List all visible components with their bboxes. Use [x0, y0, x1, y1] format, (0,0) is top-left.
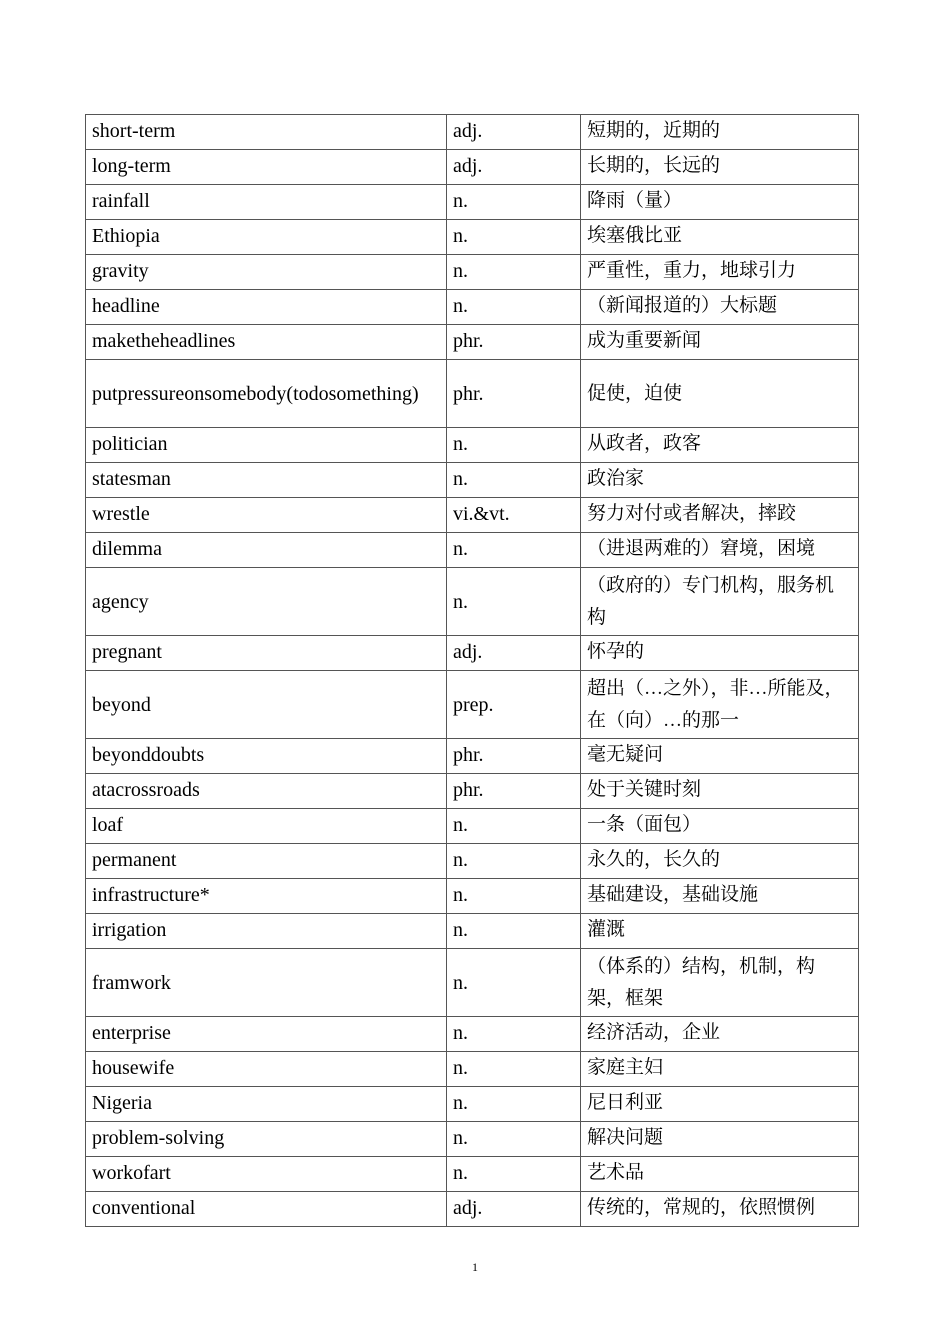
word-cell: workofart [86, 1157, 447, 1192]
table-row [86, 360, 859, 428]
meaning-cell: 降雨（量） [581, 185, 859, 220]
word-cell: conventional [86, 1192, 447, 1227]
word-cell: housewife [86, 1052, 447, 1087]
meaning-cell: 怀孕的 [581, 636, 859, 671]
word-cell: maketheheadlines [86, 325, 447, 360]
pos-cell: n. [447, 914, 581, 949]
pos-cell: n. [447, 290, 581, 325]
pos-cell: adj. [447, 1192, 581, 1227]
table-row [86, 1052, 859, 1087]
meaning-cell: 艺术品 [581, 1157, 859, 1192]
meaning-cell: 毫无疑问 [581, 739, 859, 774]
table-row [86, 1192, 859, 1227]
table-row [86, 1122, 859, 1157]
word-cell: statesman [86, 463, 447, 498]
table-row [86, 498, 859, 533]
pos-cell: n. [447, 1017, 581, 1052]
pos-cell: n. [447, 463, 581, 498]
word-cell: framwork [86, 949, 447, 1017]
word-cell: long-term [86, 150, 447, 185]
table-row [86, 671, 859, 739]
word-cell: putpressureonsomebody(todosomething) [86, 360, 447, 428]
table-row [86, 150, 859, 185]
word-cell: rainfall [86, 185, 447, 220]
word-cell: pregnant [86, 636, 447, 671]
pos-cell: phr. [447, 360, 581, 428]
meaning-cell: （新闻报道的）大标题 [581, 290, 859, 325]
word-cell: wrestle [86, 498, 447, 533]
word-cell: infrastructure* [86, 879, 447, 914]
pos-cell: phr. [447, 774, 581, 809]
pos-cell: n. [447, 568, 581, 636]
meaning-cell: 政治家 [581, 463, 859, 498]
table-row [86, 1017, 859, 1052]
pos-cell: phr. [447, 739, 581, 774]
meaning-cell: 家庭主妇 [581, 1052, 859, 1087]
word-cell: short-term [86, 115, 447, 150]
pos-cell: n. [447, 1087, 581, 1122]
pos-cell: n. [447, 1122, 581, 1157]
meaning-cell: 解决问题 [581, 1122, 859, 1157]
meaning-cell: 努力对付或者解决，摔跤 [581, 498, 859, 533]
word-cell: irrigation [86, 914, 447, 949]
table-row [86, 1157, 859, 1192]
meaning-cell: 短期的，近期的 [581, 115, 859, 150]
table-row [86, 290, 859, 325]
table-row [86, 949, 859, 1017]
meaning-text: （进退两难的）窘境，困境 [587, 538, 816, 559]
meaning-cell: 长期的，长远的 [581, 150, 859, 185]
word-cell: politician [86, 428, 447, 463]
table-row [86, 185, 859, 220]
table-row [86, 325, 859, 360]
pos-cell: prep. [447, 671, 581, 739]
pos-cell: n. [447, 533, 581, 568]
table-row [86, 636, 859, 671]
pos-cell: n. [447, 1157, 581, 1192]
vocabulary-table [85, 114, 859, 1227]
word-cell: headline [86, 290, 447, 325]
word-cell: problem-solving [86, 1122, 447, 1157]
meaning-text: 超出（…之外），非…所能及，在（向）…的那一 [587, 677, 844, 731]
table-row [86, 220, 859, 255]
meaning-cell: 成为重要新闻 [581, 325, 859, 360]
word-cell: Ethiopia [86, 220, 447, 255]
pos-cell: n. [447, 844, 581, 879]
table-row [86, 844, 859, 879]
table-row [86, 774, 859, 809]
meaning-text: 传统的，常规的，依照惯例 [587, 1197, 816, 1218]
table-row [86, 809, 859, 844]
pos-cell: n. [447, 809, 581, 844]
meaning-cell: （政府的）专门机构，服务机构 [581, 568, 859, 636]
meaning-cell: 埃塞俄比亚 [581, 220, 859, 255]
pos-cell: n. [447, 185, 581, 220]
pos-cell: n. [447, 879, 581, 914]
word-cell: enterprise [86, 1017, 447, 1052]
word-cell: agency [86, 568, 447, 636]
pos-cell: n. [447, 255, 581, 290]
table-row [86, 739, 859, 774]
meaning-cell: 尼日利亚 [581, 1087, 859, 1122]
meaning-cell [581, 533, 859, 568]
meaning-cell: 一条（面包） [581, 809, 859, 844]
meaning-cell: （体系的）结构，机制，构架，框架 [581, 949, 859, 1017]
table-row [86, 463, 859, 498]
meaning-cell: 永久的，长久的 [581, 844, 859, 879]
pos-cell: adj. [447, 115, 581, 150]
meaning-cell: 经济活动，企业 [581, 1017, 859, 1052]
table-row [86, 533, 859, 568]
word-cell: dilemma [86, 533, 447, 568]
table-row [86, 1087, 859, 1122]
pos-cell: phr. [447, 325, 581, 360]
meaning-cell: 处于关键时刻 [581, 774, 859, 809]
pos-cell: n. [447, 949, 581, 1017]
word-cell: beyonddoubts [86, 739, 447, 774]
table-row [86, 115, 859, 150]
pos-cell: n. [447, 220, 581, 255]
meaning-cell [581, 671, 859, 739]
table-row [86, 568, 859, 636]
word-cell: Nigeria [86, 1087, 447, 1122]
pos-cell: adj. [447, 636, 581, 671]
meaning-cell: 灌溉 [581, 914, 859, 949]
word-cell: loaf [86, 809, 447, 844]
table-row [86, 255, 859, 290]
pos-cell: n. [447, 428, 581, 463]
table-row [86, 914, 859, 949]
meaning-cell: 从政者，政客 [581, 428, 859, 463]
word-cell: gravity [86, 255, 447, 290]
meaning-cell: 促使，迫使 [581, 360, 859, 428]
page-number: 1 [472, 1260, 478, 1274]
pos-cell: vi.&vt. [447, 498, 581, 533]
table-row [86, 428, 859, 463]
meaning-cell: 基础建设，基础设施 [581, 879, 859, 914]
table-row [86, 879, 859, 914]
meaning-cell: 严重性，重力，地球引力 [581, 255, 859, 290]
word-cell: atacrossroads [86, 774, 447, 809]
pos-cell: n. [447, 1052, 581, 1087]
pos-cell: adj. [447, 150, 581, 185]
word-cell: permanent [86, 844, 447, 879]
word-cell: beyond [86, 671, 447, 739]
meaning-cell [581, 1192, 859, 1227]
